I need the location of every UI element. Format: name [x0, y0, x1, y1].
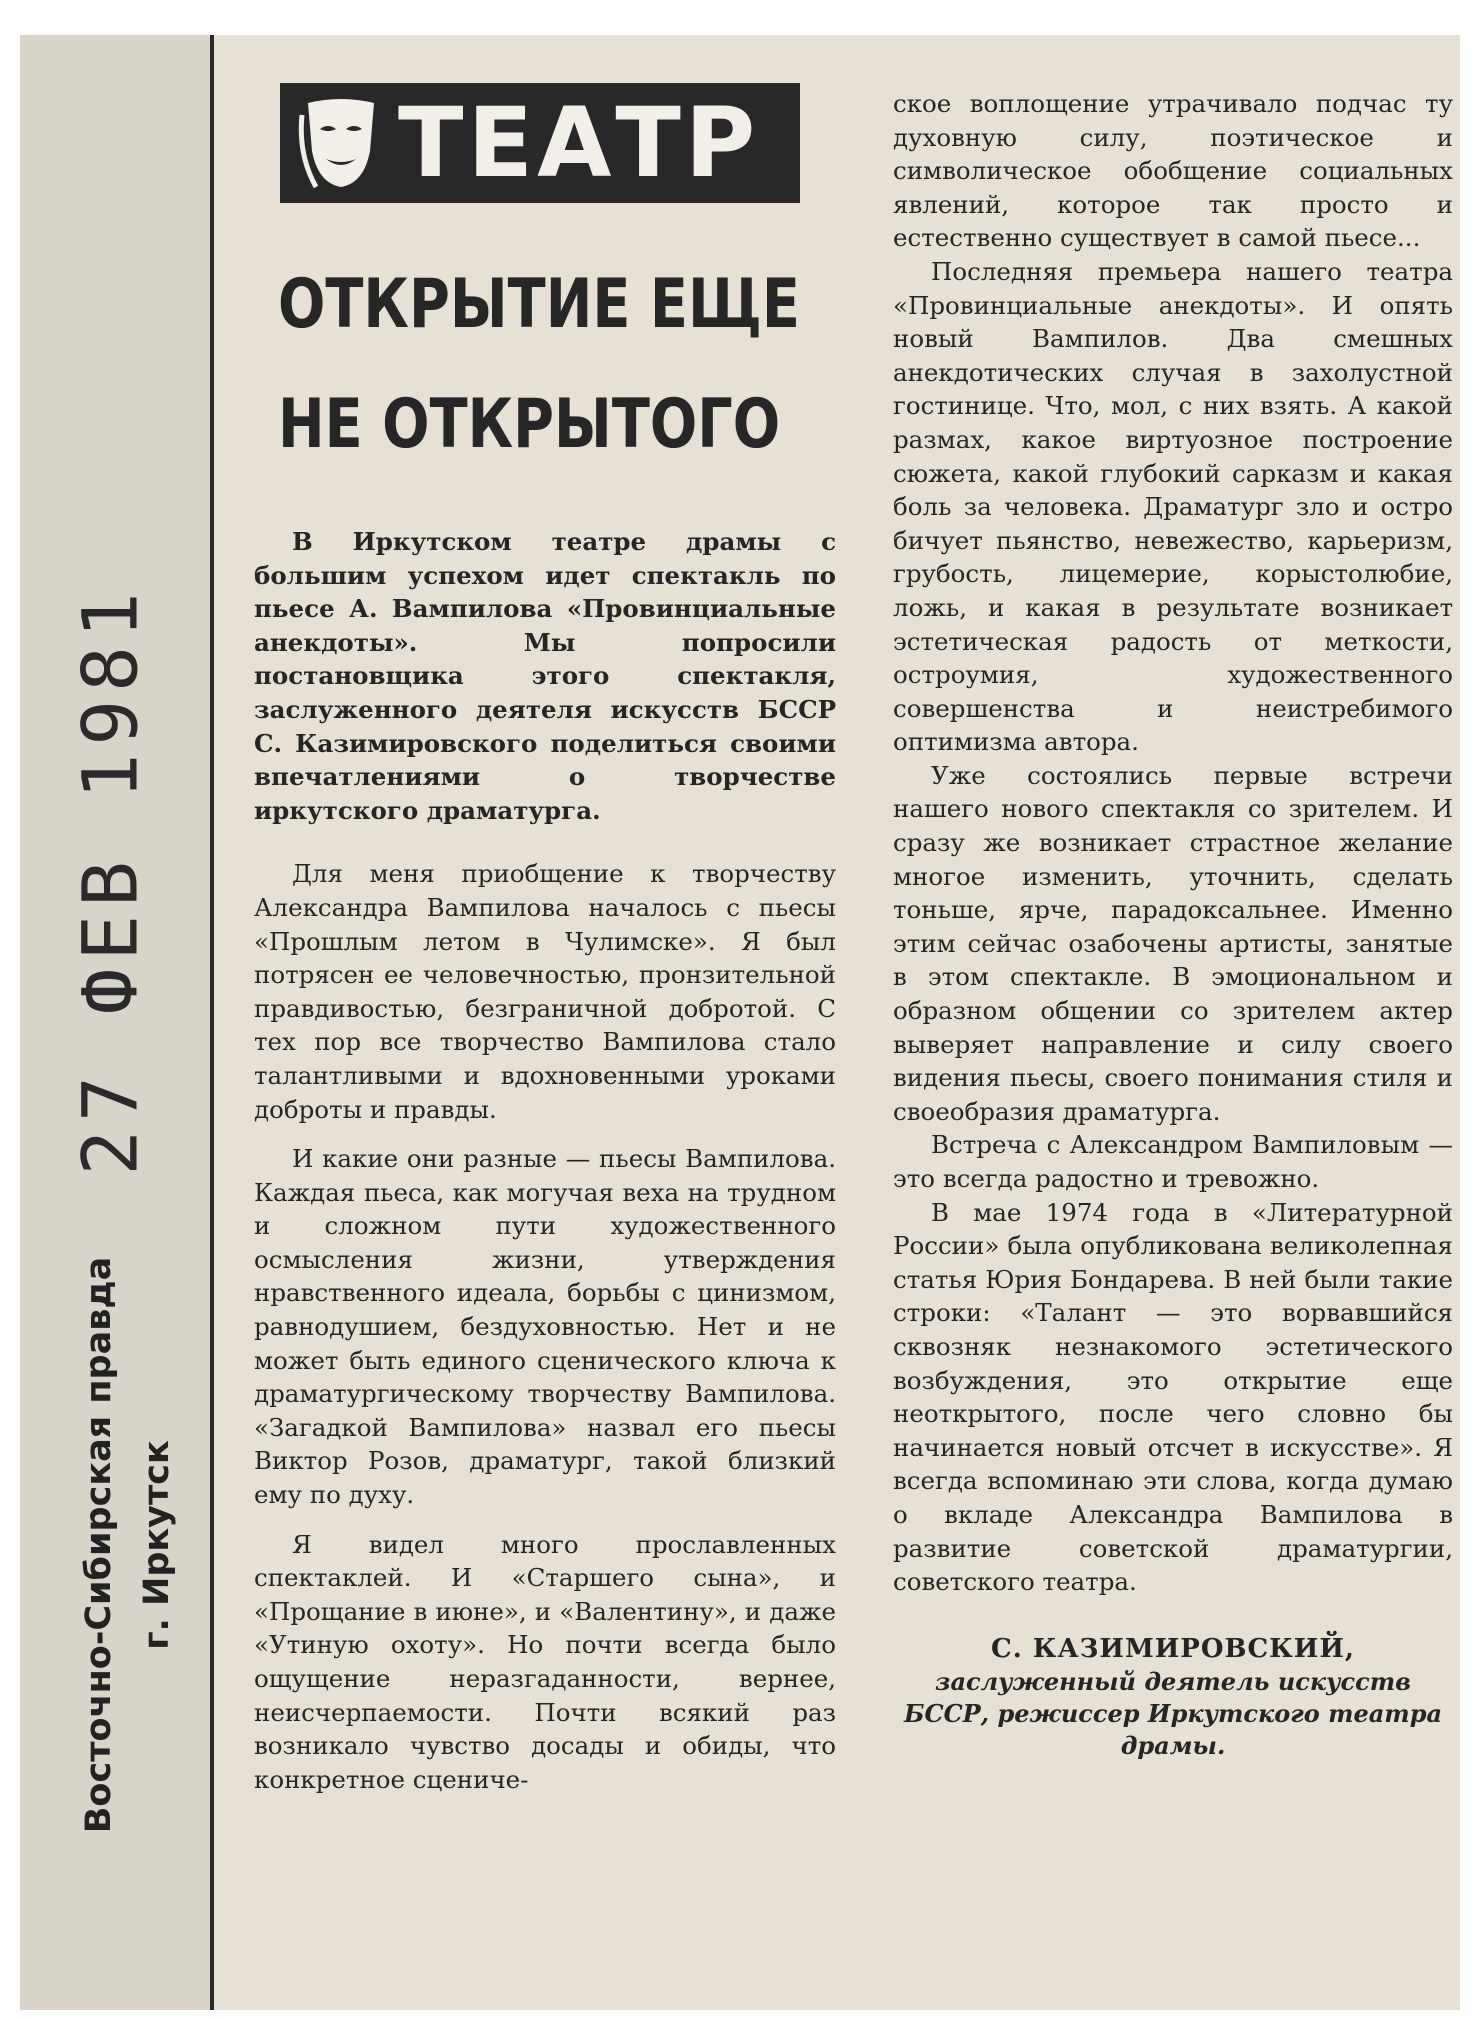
- article-headline: [278, 245, 800, 485]
- theatre-mask-icon: [298, 95, 384, 191]
- lead-paragraph: В Иркутском театре драмы с большим успехом идет спектакль по пьесе А. Вампилова «Провинциальные анекдоты». Мы попросили постановщика этого спектакля, заслуженного деятеля искусств БССР С. Казимировского поделиться своими впечатлениями о творчестве иркутского драматурга.: [254, 527, 836, 825]
- source-stamp: [70, 1257, 186, 1833]
- author-name: С. КАЗИМИРОВСКИЙ,: [991, 1633, 1355, 1664]
- body-paragraph: В мае 1974 года в «Литературной России» была опубликована великолепная статья Юрия Бондарева. В ней были такие строки: «Талант — это ворвавшийся сквозняк незнакомого эстетического возбуждения, это открытие еще неоткрытого, после чего словно бы начинается новый отсчет в искусстве». Я всегда вспоминаю эти слова, когда думаю о вкладе Александра Вампилова в развитие советской драматургии, советского театра.: [893, 1197, 1453, 1597]
- column-right: [893, 87, 1453, 1762]
- column-rule: [210, 35, 214, 2010]
- newspaper-clipping: [20, 35, 1460, 2010]
- source-newspaper: Восточно-Сибирская правда: [79, 1256, 119, 1834]
- author-signature: [893, 1633, 1453, 1763]
- body-paragraph: Уже состоялись первые встречи нашего нового спектакля со зрителем. И сразу же возникает страстное желание многое изменить, уточнить, сделать тоньше, ярче, парадоксальнее. Именно этим сейчас озабочены артисты, занятые в этом спектакле. В эмоциональном и образном общении со зрителем актер выверяет направление и силу своего видения пьесы, своего понимания стиля и своеобразия драматурга.: [893, 760, 1453, 1126]
- column-left: [254, 525, 836, 1796]
- date-stamp: 27 ФЕВ 1981: [65, 584, 155, 1176]
- body-paragraph: Я видел много прославленных спектаклей. И «Старшего сына», и «Прощание в июне», и «Валентину», и даже «Утиную охоту». Но почти всегда было ощущение неразгаданности, вернее, неисчерпаемости. Почти всякий раз возникало чувство досады и обиды, что конкретное сцениче-: [254, 1529, 836, 1794]
- body-paragraph: Последняя премьера нашего театра «Провинциальные анекдоты». И опять новый Вампилов. Два смешных анекдотических случая в захолустной гостинице. Что, мол, с них взять. А какой размах, какое виртуозное построение сюжета, какой глубокий сарказм и какая боль за человека. Драматург зло и остро бичует пьянство, невежество, карьеризм, грубость, лицемерие, корыстолюбие, ложь, и какая в результате возникает эстетическая радость от меткости, остроумия, художественного совершенства и неистребимого оптимизма автора.: [893, 256, 1453, 757]
- body-paragraph-continued: ское воплощение утрачивало подчас ту духовную силу, поэтическое и символическое обобщение социальных явлений, которое так просто и естественно существует в самой пьесе...: [893, 89, 1453, 253]
- source-city: г. Иркутск: [137, 1440, 177, 1650]
- banner-title: ТЕАТР: [398, 87, 760, 199]
- body-paragraph: Для меня приобщение к творчеству Александра Вампилова началось с пьесы «Прошлым летом в Чулимске». Я был потрясен ее человечностью, пронзительной правдивостью, безграничной добротой. С тех пор все творчество Вампилова стало талантливыми и вдохновенными уроками доброты и правды.: [254, 859, 836, 1124]
- body-paragraph: И какие они разные — пьесы Вампилова. Каждая пьеса, как могучая веха на трудном и сложном пути художественного осмысления жизни, утверждения нравственного идеала, борьбы с цинизмом, равнодушием, бездуховностью. Нет и не может быть единого сценического ключа к драматургическому творчеству Вампилова. «Загадкой Вампилова» назвал его пьесы Виктор Розов, драматург, такой близкий ему по духу.: [254, 1144, 836, 1510]
- headline-line-2: НЕ ОТКРЫТОГО: [278, 385, 781, 464]
- author-title: заслуженный деятель искусств БССР, режиссер Иркутского театра драмы.: [903, 1667, 1443, 1761]
- section-banner: [280, 83, 800, 203]
- headline-line-1: ОТКРЫТИЕ ЕЩЕ: [278, 265, 800, 344]
- body-paragraph: Встреча с Александром Вампиловым — это всегда радостно и тревожно.: [893, 1130, 1453, 1193]
